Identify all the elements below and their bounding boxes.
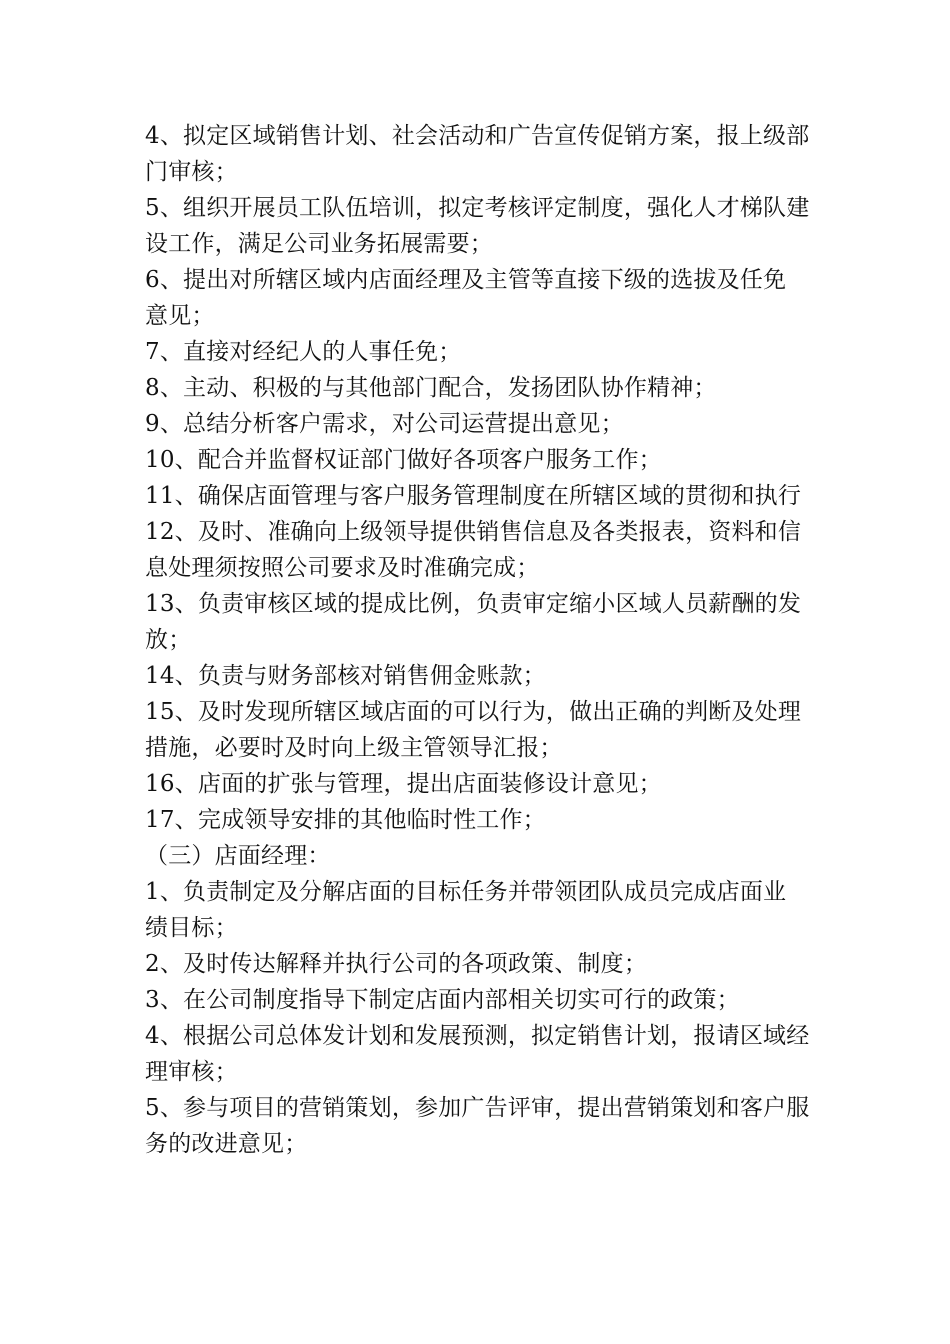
text-line-17: 15、及时发现所辖区域店面的可以行为，做出正确的判断及处理 [145, 699, 802, 725]
text-line-25: 3、在公司制度指导下制定店面内部相关切实可行的政策； [145, 987, 740, 1013]
text-line-20: 17、完成领导安排的其他临时性工作； [145, 807, 546, 833]
text-line-9: 9、总结分析客户需求，对公司运营提出意见； [145, 411, 624, 437]
text-line-2: 门审核； [145, 159, 238, 185]
text-line-14: 13、负责审核区域的提成比例，负责审定缩小区域人员薪酬的发 [145, 591, 802, 617]
text-line-16: 14、负责与财务部核对销售佣金账款； [145, 663, 546, 689]
text-line-10: 10、配合并监督权证部门做好各项客户服务工作； [145, 447, 662, 473]
text-line-19: 16、店面的扩张与管理，提出店面装修设计意见； [145, 771, 662, 797]
text-line-23: 绩目标； [145, 915, 238, 941]
text-line-7: 7、直接对经纪人的人事任免； [145, 339, 462, 365]
text-line-5: 6、提出对所辖区域内店面经理及主管等直接下级的选拔及任免 [145, 267, 787, 293]
text-line-18: 措施，必要时及时向上级主管领导汇报； [145, 735, 563, 761]
section-heading-store-manager: （三）店面经理： [145, 843, 331, 869]
text-line-11: 11、确保店面管理与客户服务管理制度在所辖区域的贯彻和执行 [145, 483, 802, 509]
text-line-1: 4、拟定区域销售计划、社会活动和广告宣传促销方案，报上级部 [145, 123, 810, 149]
text-line-22: 1、负责制定及分解店面的目标任务并带领团队成员完成店面业 [145, 879, 787, 905]
text-line-8: 8、主动、积极的与其他部门配合，发扬团队协作精神； [145, 375, 717, 401]
text-line-29: 务的改进意见； [145, 1131, 308, 1157]
text-line-4: 设工作，满足公司业务拓展需要； [145, 231, 493, 257]
text-line-27: 理审核； [145, 1059, 238, 1085]
text-line-26: 4、根据公司总体发计划和发展预测，拟定销售计划，报请区域经 [145, 1023, 810, 1049]
document-body [145, 118, 820, 1162]
text-line-3: 5、组织开展员工队伍培训，拟定考核评定制度，强化人才梯队建 [145, 195, 810, 221]
text-line-24: 2、及时传达解释并执行公司的各项政策、制度； [145, 951, 648, 977]
text-line-6: 意见； [145, 303, 215, 329]
text-line-28: 5、参与项目的营销策划，参加广告评审，提出营销策划和客户服 [145, 1095, 810, 1121]
text-line-13: 息处理须按照公司要求及时准确完成； [145, 555, 540, 581]
text-line-15: 放； [145, 627, 192, 653]
text-line-12: 12、及时、准确向上级领导提供销售信息及各类报表，资料和信 [145, 519, 802, 545]
